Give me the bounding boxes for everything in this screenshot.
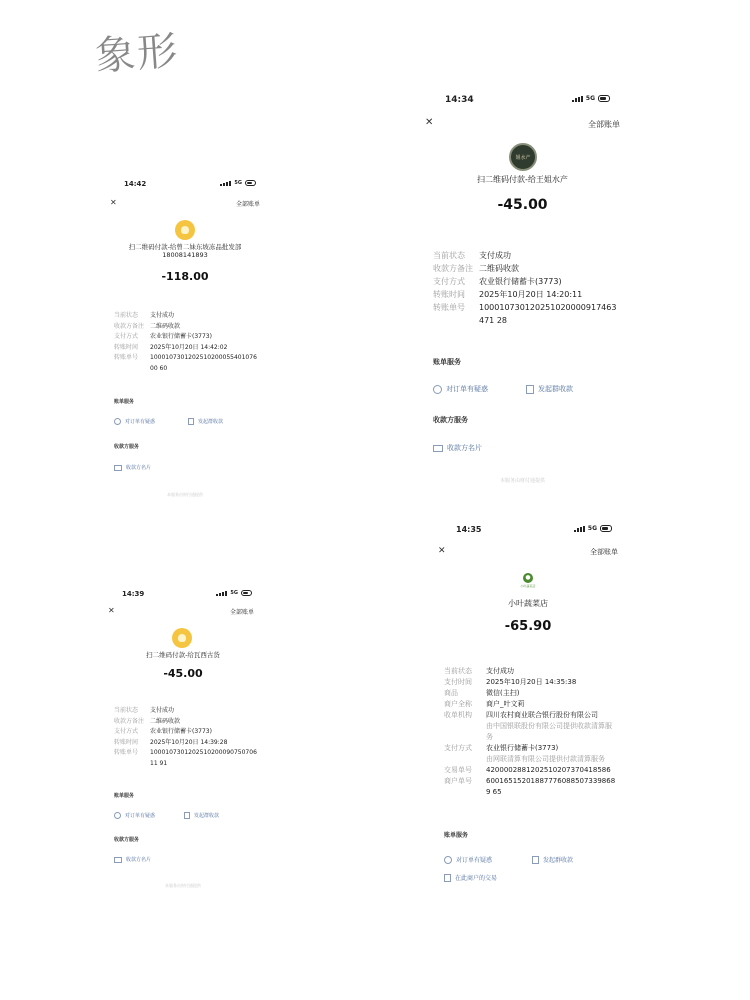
detail-value-text: 商户_叶文莉 — [486, 700, 525, 708]
status-time: 14:34 — [445, 95, 474, 105]
detail-value-text: 二维码收款 — [150, 717, 181, 725]
detail-value-text: 二维码收款 — [150, 322, 181, 330]
question-icon — [114, 812, 121, 819]
detail-label: 支付方式 — [114, 728, 139, 735]
detail-row — [108, 706, 258, 717]
question-icon — [114, 418, 121, 425]
detail-subtext: 由中国银联股份有限公司提供收款清算服务 — [486, 722, 612, 741]
detail-rows — [108, 706, 258, 769]
payee-card-link[interactable] — [114, 856, 151, 863]
battery-icon — [598, 95, 610, 102]
detail-label: 支付方式 — [114, 333, 139, 340]
detail-value — [479, 301, 620, 327]
question-icon — [433, 385, 442, 394]
document-icon — [532, 856, 539, 864]
payee-service-heading: 收款方服务 — [433, 416, 468, 424]
detail-value-text: 100010730120251020000917463471 28 — [479, 303, 617, 325]
detail-rows — [438, 666, 618, 798]
detail-label: 转账单号 — [114, 354, 139, 361]
signal-indicator — [220, 180, 256, 186]
payee-card-label: 收款方名片 — [126, 857, 152, 863]
detail-label: 收款方备注 — [114, 717, 145, 725]
receipt-card-4 — [438, 525, 618, 895]
detail-value — [150, 717, 258, 728]
close-icon[interactable]: ✕ — [425, 117, 434, 128]
close-icon[interactable]: ✕ — [438, 546, 446, 556]
detail-value-text: 农业银行储蓄卡(3773) — [486, 744, 559, 752]
signal-bars-icon — [216, 591, 227, 596]
detail-label: 收款方备注 — [114, 322, 145, 330]
bill-service-heading: 账单服务 — [433, 358, 461, 366]
detail-row — [438, 688, 618, 699]
detail-value — [479, 262, 620, 275]
group-collect-link[interactable] — [532, 855, 573, 864]
detail-value — [150, 353, 260, 374]
merchant-title: 扫二维码付款-给曾二妹东坡冻品批发部 — [128, 243, 242, 251]
signal-indicator — [572, 95, 610, 102]
detail-value-text: 600165152018877760885073398689 65 — [486, 777, 616, 796]
signal-indicator — [216, 590, 252, 596]
signal-indicator — [574, 525, 612, 532]
detail-value — [150, 706, 258, 717]
detail-value — [486, 688, 618, 699]
group-collect-label: 发起群收款 — [543, 857, 574, 864]
amount: -45.00 — [497, 197, 548, 213]
status-time: 14:39 — [122, 590, 145, 598]
detail-value — [486, 666, 618, 677]
detail-label: 商户单号 — [444, 777, 472, 785]
detail-label: 支付时间 — [444, 678, 472, 686]
detail-row — [438, 699, 618, 710]
merchant-history-link[interactable] — [444, 873, 497, 882]
signal-bars-icon — [572, 96, 583, 102]
detail-value-text: 支付成功 — [150, 707, 175, 714]
battery-icon — [241, 590, 252, 596]
detail-value — [479, 275, 620, 288]
merchant-name — [110, 243, 260, 260]
payee-card-label: 收款方名片 — [447, 444, 482, 452]
detail-row — [110, 353, 260, 374]
all-bills-link[interactable]: 全部账单 — [588, 120, 620, 129]
detail-row — [425, 301, 620, 327]
bill-service-heading: 账单服务 — [114, 399, 135, 405]
detail-value-text: 2025年10月20日 14:39:28 — [150, 738, 228, 746]
battery-icon — [245, 180, 256, 186]
doubt-link[interactable] — [114, 812, 155, 819]
detail-subtext: 由网联清算有限公司提供付款清算服务 — [486, 755, 605, 763]
detail-value — [150, 311, 260, 322]
card-icon — [114, 857, 122, 863]
detail-row — [110, 322, 260, 333]
detail-label: 当前状态 — [444, 667, 472, 675]
detail-value-text: 农业银行储蓄卡(3773) — [150, 728, 212, 735]
detail-value-text: 100010730120251020005540107600 60 — [150, 354, 257, 372]
group-collect-link[interactable] — [526, 384, 573, 394]
group-collect-label: 发起群收款 — [198, 419, 224, 425]
detail-label: 转账单号 — [114, 749, 139, 756]
detail-value — [150, 738, 258, 749]
all-bills-link[interactable]: 全部账单 — [590, 548, 618, 556]
detail-value-text: 二维码收款 — [479, 264, 519, 273]
detail-value-text: 支付成功 — [479, 251, 511, 260]
detail-value-text: 2025年10月20日 14:20:11 — [479, 290, 583, 299]
payee-card-label: 收款方名片 — [126, 465, 152, 471]
doubt-label: 对订单有疑惑 — [125, 419, 156, 425]
detail-value-text: 支付成功 — [150, 312, 175, 319]
payee-service-heading: 收款方服务 — [114, 444, 140, 450]
status-time: 14:35 — [456, 525, 482, 534]
detail-label: 转账时间 — [114, 343, 139, 351]
detail-value — [486, 743, 618, 765]
document-icon — [188, 418, 194, 425]
detail-row — [438, 776, 618, 798]
detail-value-text: 支付成功 — [486, 667, 514, 675]
doubt-link[interactable] — [433, 384, 488, 394]
group-collect-label: 发起群收款 — [538, 385, 573, 393]
detail-row — [438, 743, 618, 765]
detail-label: 支付方式 — [444, 744, 472, 752]
leaf-icon: ● — [523, 573, 533, 583]
detail-row — [108, 727, 258, 738]
detail-row — [438, 677, 618, 688]
detail-label: 转账时间 — [114, 738, 139, 746]
question-icon — [444, 856, 452, 864]
detail-value-text: 四川农村商业联合银行股份有限公司 — [486, 711, 598, 719]
amount: -45.00 — [163, 667, 203, 680]
detail-value — [486, 710, 618, 743]
footer-note: 本服务由财付通提供 — [167, 492, 203, 497]
detail-value — [150, 322, 260, 333]
status-bar — [108, 590, 258, 604]
detail-value-text: 4200002881202510207370418586 — [486, 766, 611, 774]
receipt-card-1 — [110, 180, 260, 510]
network-type: 5G — [585, 95, 595, 102]
network-type: 5G — [234, 180, 242, 186]
detail-label: 支付方式 — [433, 277, 465, 286]
merchant-avatar — [172, 628, 192, 648]
merchant-name: 扫二维码付款-给王姐水产 — [477, 175, 568, 184]
handwritten-note: 象形 — [93, 28, 181, 80]
status-time: 14:42 — [124, 180, 147, 188]
footer-note: 本服务由财付通提供 — [165, 883, 201, 888]
detail-rows — [425, 249, 620, 327]
detail-label: 当前状态 — [114, 707, 139, 714]
merchant-name: 扫二维码付款-给瓦西古货 — [146, 651, 220, 659]
detail-value — [479, 249, 620, 262]
detail-value — [150, 727, 258, 738]
detail-value-text: 2025年10月20日 14:35:38 — [486, 678, 577, 686]
network-type: 5G — [230, 590, 238, 596]
doubt-link[interactable] — [444, 855, 492, 864]
amount: -65.90 — [504, 619, 552, 634]
detail-value-text: 微信(主扫) — [486, 689, 520, 697]
group-collect-link[interactable] — [184, 812, 219, 819]
detail-value-text: 100010730120251020009075070611 91 — [150, 749, 257, 767]
merchant-name: 小叶蔬菜店 — [508, 599, 548, 608]
payee-service-heading: 收款方服务 — [114, 837, 140, 843]
payee-card-link[interactable] — [114, 464, 151, 471]
detail-label: 当前状态 — [433, 251, 465, 260]
network-type: 5G — [587, 525, 597, 532]
document-icon — [526, 385, 534, 394]
detail-rows — [110, 311, 260, 374]
detail-row — [110, 332, 260, 343]
merchant-logo-text: 小叶蔬菜店 — [520, 583, 536, 588]
document-icon — [184, 812, 190, 819]
detail-label: 商户全称 — [444, 700, 472, 708]
detail-row — [110, 343, 260, 354]
status-bar — [110, 180, 260, 194]
signal-bars-icon — [574, 526, 585, 532]
detail-label: 收款方备注 — [433, 264, 473, 273]
detail-row — [425, 275, 620, 288]
card-icon — [433, 445, 443, 452]
detail-value-text: 农业银行储蓄卡(3773) — [150, 333, 212, 340]
detail-label: 转账单号 — [433, 303, 465, 312]
detail-label: 交易单号 — [444, 766, 472, 774]
bill-service-heading: 账单服务 — [444, 832, 469, 839]
bill-service-heading: 账单服务 — [114, 793, 135, 799]
detail-value — [479, 288, 620, 301]
detail-label: 收单机构 — [444, 711, 472, 719]
footer-note: 本服务由财付通提供 — [499, 478, 545, 484]
all-bills-link[interactable]: 全部账单 — [229, 609, 254, 616]
payee-card-link[interactable] — [433, 443, 482, 453]
detail-label: 转账时间 — [433, 290, 465, 299]
detail-value-text: 农业银行储蓄卡(3773) — [479, 277, 562, 286]
amount: -118.00 — [161, 270, 209, 283]
detail-row — [438, 666, 618, 677]
close-icon[interactable]: ✕ — [108, 606, 115, 615]
close-icon[interactable]: ✕ — [110, 198, 117, 207]
detail-row — [108, 738, 258, 749]
detail-value — [486, 677, 618, 688]
detail-row — [438, 710, 618, 743]
doubt-label: 对订单有疑惑 — [456, 857, 493, 864]
detail-value — [486, 765, 618, 776]
merchant-avatar — [175, 220, 195, 240]
battery-icon — [600, 525, 612, 532]
detail-value — [150, 748, 258, 769]
merchant-phone: 18008141893 — [162, 251, 208, 260]
doubt-link[interactable] — [114, 418, 155, 425]
doubt-label: 对订单有疑惑 — [446, 385, 488, 393]
group-collect-link[interactable] — [188, 418, 223, 425]
detail-value — [486, 776, 618, 798]
all-bills-link[interactable]: 全部账单 — [235, 201, 260, 208]
receipt-icon — [444, 874, 451, 882]
detail-label: 商品 — [444, 689, 458, 697]
detail-row — [108, 717, 258, 728]
detail-value — [150, 343, 260, 354]
card-icon — [114, 465, 122, 471]
detail-value — [486, 699, 618, 710]
receipt-card-2 — [425, 95, 620, 495]
detail-row — [425, 249, 620, 262]
detail-label: 当前状态 — [114, 312, 139, 319]
signal-bars-icon — [220, 181, 231, 186]
merchant-history-label: 在此商户的交易 — [455, 875, 498, 882]
doubt-label: 对订单有疑惑 — [125, 813, 156, 819]
receipt-card-3 — [108, 590, 258, 900]
detail-row — [425, 262, 620, 275]
detail-row — [108, 748, 258, 769]
detail-value-text: 2025年10月20日 14:42:02 — [150, 343, 228, 351]
detail-row — [425, 288, 620, 301]
detail-row — [110, 311, 260, 322]
group-collect-label: 发起群收款 — [194, 813, 220, 819]
detail-row — [438, 765, 618, 776]
detail-value — [150, 332, 260, 343]
status-bar — [438, 525, 618, 539]
merchant-avatar: 姐水产 — [509, 143, 537, 171]
merchant-logo — [516, 572, 540, 588]
status-bar — [425, 95, 620, 109]
